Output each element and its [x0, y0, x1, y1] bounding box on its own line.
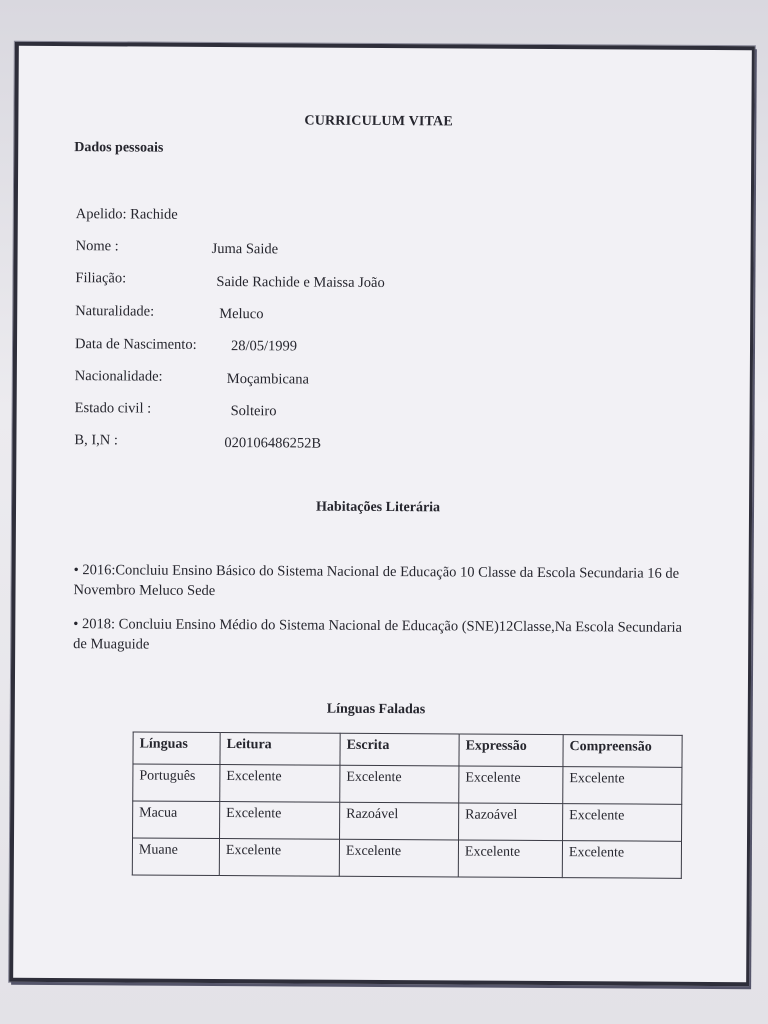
table-cell: Excelente: [220, 802, 340, 840]
table-header-row: [133, 732, 682, 767]
field-apelido-label: Apelido: Rachide: [75, 206, 178, 223]
table-row: [133, 801, 682, 841]
table-row: [132, 838, 681, 878]
personal-section-heading: Dados pessoais: [74, 140, 164, 156]
field-nascimento-label: Data de Nascimento:: [74, 336, 197, 353]
field-bi-value: 020106486252B: [224, 435, 322, 452]
table-cell: Excelente: [458, 840, 562, 878]
field-nome-value: Juma Saide: [211, 240, 279, 258]
field-naturalidade-value: Meluco: [219, 306, 264, 323]
field-nacionalidade-label: Nacionalidade:: [74, 368, 163, 385]
field-nascimento-value: 28/05/1999: [230, 338, 298, 355]
cv-page: [9, 42, 755, 987]
table-row: [133, 764, 682, 804]
header-expressao: Expressão: [459, 734, 563, 767]
table-cell: Excelente: [339, 839, 458, 877]
education-section-heading: Habitações Literária: [315, 499, 441, 516]
field-estado-civil-value: Solteiro: [230, 403, 277, 420]
field-estado-civil-label: Estado civil :: [74, 400, 152, 417]
field-filiacao-label: Filiação:: [75, 270, 127, 287]
header-linguas: Línguas: [133, 732, 220, 765]
table-cell: Muane: [132, 838, 219, 876]
field-nome-label: Nome :: [75, 238, 119, 255]
header-escrita: Escrita: [340, 733, 459, 766]
table-cell: Excelente: [459, 766, 563, 804]
table-cell: Excelente: [562, 841, 681, 879]
languages-table: [132, 731, 683, 878]
table-cell: Excelente: [563, 804, 682, 842]
field-naturalidade-label: Naturalidade:: [75, 303, 155, 320]
table-cell: Excelente: [340, 765, 459, 803]
table-cell: Excelente: [219, 839, 339, 877]
field-filiacao-value: Saide Rachide e Maissa João: [216, 273, 385, 292]
header-leitura: Leitura: [220, 733, 340, 766]
header-compreensao: Compreensão: [563, 735, 682, 768]
table-cell: Português: [133, 764, 220, 802]
table-cell: Excelente: [563, 767, 682, 805]
field-nacionalidade-value: Moçambicana: [226, 371, 310, 388]
languages-section-heading: Línguas Faladas: [326, 701, 426, 718]
table-cell: Razoável: [459, 803, 563, 841]
table-cell: Macua: [133, 801, 220, 839]
education-item: • 2016:Concluiu Ensino Básico do Sistema Nacional de Educação 10 Classe da Escola Secundaria 16 de Novembro Meluco Sede: [73, 562, 680, 599]
education-item: • 2018: Concluiu Ensino Médio do Sistema Nacional de Educação (SNE)12Classe,Na Escola Secundaria de Muaguide: [73, 616, 683, 653]
field-bi-label: B, I,N :: [74, 432, 118, 449]
table-cell: Excelente: [220, 765, 340, 803]
table-cell: Razoável: [340, 802, 459, 840]
document-title: CURRICULUM VITAE: [304, 113, 453, 130]
